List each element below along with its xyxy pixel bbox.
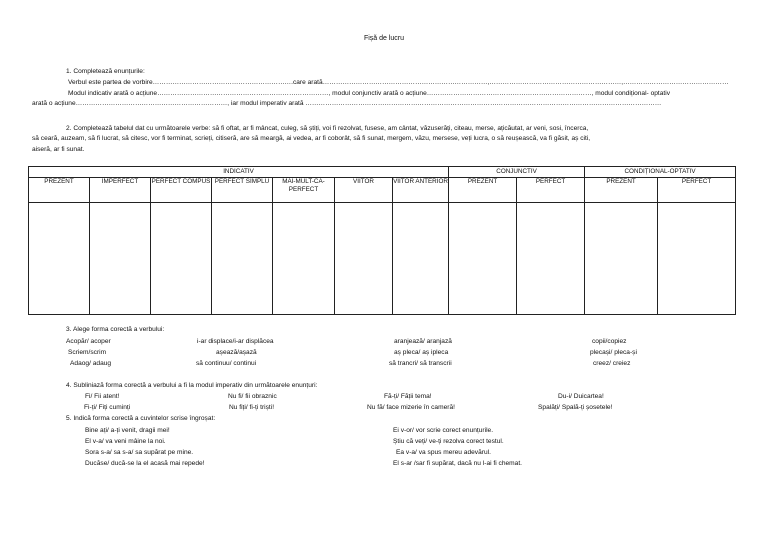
answer-cell[interactable] xyxy=(335,203,393,315)
ex4-option[interactable]: Du-i/ Duicartea! xyxy=(558,393,604,400)
group-conditional-optativ: CONDIȚIONAL-OPTATIV xyxy=(585,167,736,178)
col-header: VIITOR xyxy=(335,178,393,203)
ex1-line-2: Modul indicativ arată o acțiune……………………………………………………………………, modul conjunctiv arată o acțiune…………………………………………………………………, modul condițional- optativ xyxy=(68,90,671,97)
ex4-heading: 4. Subliniază forma corectă a verbului a fi la modul imperativ din următoarele enunțuri: xyxy=(66,382,318,389)
ex3-option[interactable]: Adaog/ adaug xyxy=(70,360,112,367)
col-header: PREZENT xyxy=(29,178,90,203)
ex5-heading: 5. Indică forma corectă a cuvintelor scrise îngroșat: xyxy=(66,415,216,422)
answer-cell[interactable] xyxy=(517,203,585,315)
col-header: PERFECT xyxy=(517,178,585,203)
ex4-option[interactable]: Nu fă/ face mizerie în cameră! xyxy=(367,404,455,411)
col-header: PERFECT COMPUS xyxy=(151,178,212,203)
col-header: IMPERFECT xyxy=(90,178,151,203)
group-indicativ: INDICATIV xyxy=(29,167,449,178)
ex4-option[interactable]: Fă-ți/ Fății tema! xyxy=(384,393,432,400)
ex3-option[interactable]: i-ar displace/i-ar displăcea xyxy=(197,338,274,345)
ex5-sentence[interactable]: El v-a/ va veni mâine la noi. xyxy=(85,438,166,445)
ex1-line-1: Verbul este partea de vorbire……………………………………………………….care arată…………………………………………………………………,……………………………………………………,………………………………………… xyxy=(68,79,729,86)
ex2-line-3: aiseră, ar fi sunat. xyxy=(32,146,85,153)
ex3-option[interactable]: aranjează/ aranjază xyxy=(394,338,452,345)
answer-cell[interactable] xyxy=(585,203,658,315)
answer-cell[interactable] xyxy=(29,203,90,315)
ex2-line-2: să ceară, auzeam, să fi lucrat, să citesc, vor fi terminat, scrieți, citiseră, are să meargă, ai vedea, ar fi coborât, să fi sunat, mergem, văzu, mersese, veți lucra, o să reușească, va fi găsit, aș citi, xyxy=(32,135,591,142)
ex3-option[interactable]: plecași/ pleca-și xyxy=(590,349,637,356)
ex4-option[interactable]: Fi-ți/ Fiți cuminți xyxy=(84,404,131,411)
page-title: Fișă de lucru xyxy=(363,35,405,42)
ex5-sentence[interactable]: El s-ar /sar fi supărat, dacă nu l-ai fi chemat. xyxy=(393,460,522,467)
group-conjunctiv: CONJUNCTIV xyxy=(449,167,585,178)
answer-cell[interactable] xyxy=(151,203,212,315)
ex1-heading: 1. Completează enunțurile: xyxy=(66,68,145,75)
col-header: PERFECT SIMPLU xyxy=(212,178,273,203)
ex5-sentence[interactable]: Știu că veți/ ve-ți rezolva corect testul. xyxy=(393,438,504,445)
col-header: PREZENT xyxy=(449,178,517,203)
ex3-option[interactable]: Scriem/scrim xyxy=(68,349,107,356)
col-header: MAI-MULT-CA-PERFECT xyxy=(273,178,335,203)
ex3-option[interactable]: așează/așază xyxy=(216,349,257,356)
col-header: PERFECT xyxy=(658,178,736,203)
ex4-option[interactable]: Fi/ Fii atent! xyxy=(85,393,120,400)
answer-cell[interactable] xyxy=(273,203,335,315)
ex5-sentence[interactable]: Ducăse/ ducă-se la el acasă mai repede! xyxy=(85,460,205,467)
ex4-option[interactable]: Nu fi/ fii obraznic xyxy=(228,393,277,400)
ex3-option[interactable]: aș pleca/ aș ipleca xyxy=(394,349,449,356)
ex3-option[interactable]: creez/ creiez xyxy=(593,360,631,367)
ex1-line-3: arată o acțiune……………………………………………………………, iar modul imperativ arată ……………………………………………………………………………………………………………………………………………… xyxy=(32,100,662,107)
ex3-option[interactable]: Acopăr/ acoper xyxy=(66,338,111,345)
ex4-option[interactable]: Spalăți/ Spală-ți șosetele! xyxy=(538,404,613,411)
ex5-sentence[interactable]: Bine ați/ a-ți venit, dragii mei! xyxy=(85,427,170,434)
col-header: PREZENT xyxy=(585,178,658,203)
ex4-option[interactable]: Nu fiți/ fi-ți triști! xyxy=(229,404,275,411)
ex3-option[interactable]: să trancri/ să transcrii xyxy=(389,360,452,367)
answer-cell[interactable] xyxy=(212,203,273,315)
answer-cell[interactable] xyxy=(658,203,736,315)
ex3-heading: 3. Alege forma corectă a verbului: xyxy=(66,326,165,333)
ex3-option[interactable]: să continuu/ continui xyxy=(196,360,257,367)
verb-table xyxy=(28,166,736,315)
answer-cell[interactable] xyxy=(393,203,449,315)
col-header: VIITOR ANTERIOR xyxy=(393,178,449,203)
ex3-option[interactable]: copii/copiez xyxy=(592,338,627,345)
ex2-line-1: 2. Completează tabelul dat cu următoarele verbe: să fi oftat, ar fi mâncat, culeg, să știți, voi fi rezolvat, fusese, am cântat, văzuserăți, citeau, merse, ațicăutat, ar veni, sosi, încerca, xyxy=(66,125,589,132)
ex5-sentence[interactable]: Ea v-a/ va spus mereu adevărul. xyxy=(396,449,491,456)
answer-cell[interactable] xyxy=(90,203,151,315)
ex5-sentence[interactable]: Ei v-or/ vor scrie corect enunțurile. xyxy=(393,427,494,434)
ex5-sentence[interactable]: Sora s-a/ sa s-a/ sa supărat pe mine. xyxy=(85,449,194,456)
answer-cell[interactable] xyxy=(449,203,517,315)
